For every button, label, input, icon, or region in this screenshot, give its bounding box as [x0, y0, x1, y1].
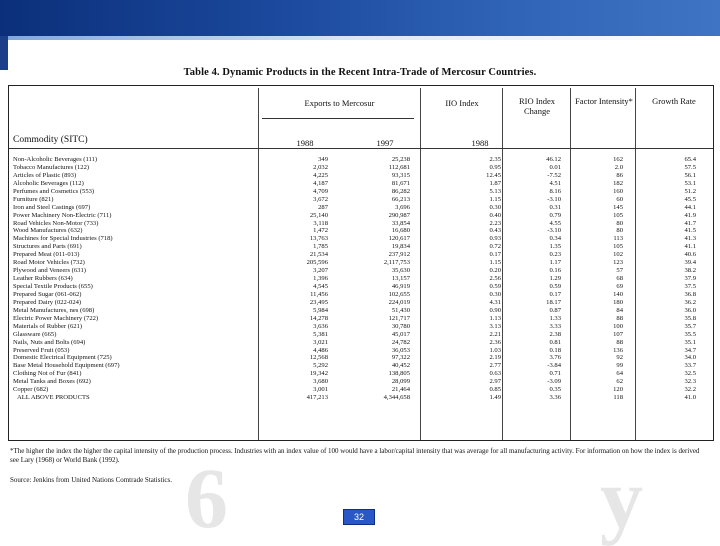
rio-change-cell: 46.12 [546, 156, 561, 163]
table-row [13, 315, 713, 323]
factor-intensity-cell: 160 [613, 187, 623, 195]
exports-1988-cell: 3,118 [313, 219, 328, 227]
iio-index-cell: 2.56 [489, 275, 501, 283]
exports-1997-cell: 21,464 [391, 386, 410, 394]
growth-rate-cell: 37.9 [684, 275, 696, 283]
growth-rate-cell: 40.6 [684, 251, 696, 259]
exports-1988-cell: 349 [318, 156, 328, 163]
table-row [13, 267, 713, 275]
exports-1997-cell: 224,019 [388, 298, 410, 306]
factor-intensity-cell: 99 [616, 362, 623, 370]
source-note: Source: Jenkins from United Nations Comtrade Statistics. [10, 476, 172, 484]
factor-intensity-cell: 136 [613, 346, 623, 354]
growth-rate-cell: 37.5 [684, 283, 696, 290]
rio-change-cell: 0.31 [549, 203, 561, 211]
commodity-cell: Prepared Dairy (022-024) [13, 298, 82, 306]
table-row [13, 339, 713, 347]
table-row [13, 235, 713, 243]
commodity-cell: Power Machinery Non-Electric (711) [13, 211, 112, 219]
footnote: *The higher the index the higher the capital intensity of the production process. Industries with an index value of 100 would have a labor/capital intensity that was average for all manufacturing activity. For information on how the index is derived see Lary (1968) or World Bank (1992). [10, 447, 700, 464]
factor-intensity-cell: 68 [616, 275, 623, 283]
commodity-cell: Tobacco Manufactures (122) [13, 163, 90, 171]
iio-index-cell: 0.90 [489, 306, 501, 314]
growth-rate-cell: 36.0 [684, 306, 696, 314]
table-row [13, 370, 713, 378]
rio-change-cell: 3.36 [549, 394, 561, 402]
factor-intensity-cell: 123 [613, 259, 623, 267]
iio-index-cell: 1.13 [489, 314, 501, 322]
rio-change-cell: 0.34 [549, 235, 561, 243]
exports-1988-cell: 3,672 [313, 195, 328, 203]
exports-1988-cell: 3,636 [313, 322, 328, 330]
table-row [13, 299, 713, 307]
growth-rate-cell: 33.7 [684, 362, 696, 370]
iio-index-cell: 0.40 [489, 211, 501, 219]
iio-index-cell: 0.72 [489, 243, 501, 251]
exports-1997-cell: 97,322 [391, 354, 410, 362]
exports-1988-cell: 3,680 [313, 378, 328, 386]
rio-change-cell: -7.52 [547, 171, 561, 179]
exports-1988-cell: 21,534 [309, 251, 328, 259]
table-body [13, 156, 713, 402]
growth-rate-cell: 34.0 [684, 354, 696, 362]
growth-rate-cell: 57.5 [684, 163, 696, 171]
table-row [13, 291, 713, 299]
exports-1997-cell: 24,782 [391, 338, 410, 346]
commodity-cell: Structures and Parts (691) [13, 243, 82, 251]
table-row [13, 172, 713, 180]
exports-1997-cell: 30,780 [391, 322, 410, 330]
iio-index-cell: 0.93 [489, 235, 501, 243]
factor-intensity-cell: 80 [616, 227, 623, 235]
table-row [13, 362, 713, 370]
header-year-1997: 1997 [376, 138, 394, 148]
growth-rate-cell: 32.3 [684, 378, 696, 386]
exports-1997-cell: 16,680 [391, 227, 410, 235]
growth-rate-cell: 34.7 [684, 346, 696, 354]
exports-1988-cell: 12,568 [309, 354, 328, 362]
exports-1988-cell: 4,486 [313, 346, 328, 354]
factor-intensity-cell: 62 [616, 378, 623, 386]
growth-rate-cell: 41.5 [684, 227, 696, 235]
growth-rate-cell: 41.0 [684, 394, 696, 402]
exports-1988-cell: 1,396 [313, 275, 328, 283]
factor-intensity-cell: 182 [613, 179, 623, 187]
exports-1997-cell: 290,987 [388, 211, 410, 219]
rio-change-cell: 3.76 [549, 354, 561, 362]
table-row [13, 331, 713, 339]
exports-1988-cell: 4,187 [313, 179, 328, 187]
exports-1988-cell: 5,381 [313, 330, 328, 338]
rio-change-cell: 0.17 [549, 290, 561, 298]
iio-index-cell: 1.15 [489, 195, 501, 203]
table-row [13, 386, 713, 394]
commodity-cell: Articles of Plastic (893) [13, 171, 77, 179]
table-row [13, 204, 713, 212]
growth-rate-cell: 35.8 [684, 314, 696, 322]
growth-rate-cell: 32.2 [684, 386, 696, 394]
exports-1997-cell: 138,805 [388, 370, 410, 378]
exports-1997-cell: 86,282 [391, 187, 410, 195]
exports-1988-cell: 14,278 [309, 314, 328, 322]
exports-1997-cell: 36,053 [391, 346, 410, 354]
rio-change-cell: 2.38 [549, 330, 561, 338]
commodity-cell: Non-Alcoholic Beverages (111) [13, 156, 98, 163]
commodity-cell: Prepared Meat (011-013) [13, 251, 80, 259]
table-row [13, 227, 713, 235]
factor-intensity-cell: 140 [613, 290, 623, 298]
rio-change-cell: 1.17 [549, 259, 561, 267]
header-rio-index-change: RIO Index Change [518, 96, 556, 116]
growth-rate-cell: 39.4 [684, 259, 696, 267]
header-iio-index: IIO Index [445, 98, 479, 108]
commodity-cell: Wood Manufactures (632) [13, 227, 83, 235]
factor-intensity-cell: 162 [613, 156, 623, 163]
factor-intensity-cell: 105 [613, 211, 623, 219]
factor-intensity-cell: 88 [616, 338, 623, 346]
rio-change-cell: -3.10 [547, 227, 561, 235]
commodity-cell: Clothing Not of Fur (841) [13, 370, 82, 378]
factor-intensity-cell: 118 [613, 394, 623, 402]
factor-intensity-cell: 86 [616, 171, 623, 179]
exports-1997-cell: 51,430 [391, 306, 410, 314]
table-title: Table 4. Dynamic Products in the Recent Intra-Trade of Mercosur Countries. [183, 67, 537, 78]
table-row [13, 156, 713, 164]
rio-change-cell: -3.09 [547, 378, 561, 386]
slide-left-accent [0, 36, 8, 70]
iio-index-cell: 2.97 [489, 378, 501, 386]
exports-1997-cell: 93,315 [391, 171, 410, 179]
watermark-glyph: y [600, 450, 643, 546]
rio-change-cell: -3.84 [547, 362, 561, 370]
exports-1997-cell: 25,238 [391, 156, 410, 163]
exports-1997-cell: 40,452 [391, 362, 410, 370]
exports-1988-cell: 1,472 [313, 227, 328, 235]
commodity-cell: Road Vehicles Non-Motor (733) [13, 219, 99, 227]
factor-intensity-cell: 180 [613, 298, 623, 306]
table-row [13, 394, 713, 402]
factor-intensity-cell: 88 [616, 314, 623, 322]
table-row [13, 164, 713, 172]
factor-intensity-cell: 145 [613, 203, 623, 211]
commodity-cell: Copper (682) [13, 386, 49, 394]
table-row [13, 275, 713, 283]
commodity-cell: ALL ABOVE PRODUCTS [17, 394, 90, 402]
growth-rate-cell: 44.1 [684, 203, 696, 211]
growth-rate-cell: 41.3 [684, 235, 696, 243]
rio-change-cell: 1.29 [549, 275, 561, 283]
iio-index-cell: 1.49 [489, 394, 501, 402]
exports-1997-cell: 13,157 [391, 275, 410, 283]
commodity-cell: Iron and Steel Castings (697) [13, 203, 91, 211]
growth-rate-cell: 41.9 [684, 211, 696, 219]
iio-index-cell: 1.15 [489, 259, 501, 267]
iio-index-cell: 0.43 [489, 227, 501, 235]
exports-1997-cell: 81,671 [391, 179, 410, 187]
table-row [13, 323, 713, 331]
commodity-cell: Preserved Fruit (053) [13, 346, 70, 354]
factor-intensity-cell: 105 [613, 243, 623, 251]
table-row [13, 251, 713, 259]
exports-1997-cell: 112,681 [388, 163, 410, 171]
commodity-cell: Furniture (821) [13, 195, 54, 203]
exports-1988-cell: 3,021 [313, 338, 328, 346]
iio-index-cell: 2.23 [489, 219, 501, 227]
iio-index-cell: 0.30 [489, 203, 501, 211]
commodity-cell: Plywood and Veneers (631) [13, 267, 86, 275]
commodity-cell: Road Motor Vehicles (732) [13, 259, 85, 267]
exports-1997-cell: 66,213 [391, 195, 410, 203]
rio-change-cell: 0.01 [549, 163, 561, 171]
growth-rate-cell: 56.1 [684, 171, 696, 179]
iio-index-cell: 2.36 [489, 338, 501, 346]
rio-change-cell: 0.18 [549, 346, 561, 354]
iio-index-cell: 3.13 [489, 322, 501, 330]
iio-index-cell: 0.95 [489, 163, 501, 171]
rio-change-cell: -3.10 [547, 195, 561, 203]
exports-1988-cell: 23,495 [309, 298, 328, 306]
iio-index-cell: 1.03 [489, 346, 501, 354]
growth-rate-cell: 36.2 [684, 298, 696, 306]
factor-intensity-cell: 102 [613, 251, 623, 259]
rio-change-cell: 4.55 [549, 219, 561, 227]
iio-index-cell: 4.31 [489, 298, 501, 306]
exports-1988-cell: 25,140 [309, 211, 328, 219]
exports-1997-cell: 28,099 [391, 378, 410, 386]
rio-change-cell: 8.16 [549, 187, 561, 195]
exports-1997-cell: 237,912 [388, 251, 410, 259]
commodity-cell: Prepared Sugar (061-062) [13, 290, 82, 298]
growth-rate-cell: 51.2 [684, 187, 696, 195]
slide-header-bar [0, 0, 720, 36]
rio-change-cell: 0.23 [549, 251, 561, 259]
rio-change-cell: 4.51 [549, 179, 561, 187]
exports-1988-cell: 19,342 [309, 370, 328, 378]
factor-intensity-cell: 84 [616, 306, 623, 314]
iio-index-cell: 2.19 [489, 354, 501, 362]
exports-1988-cell: 5,292 [313, 362, 328, 370]
table-row [13, 347, 713, 355]
growth-rate-cell: 65.4 [684, 156, 696, 163]
commodity-cell: Nails, Nuts and Bolts (694) [13, 338, 86, 346]
exports-1988-cell: 287 [318, 203, 328, 211]
iio-index-cell: 2.35 [489, 156, 501, 163]
growth-rate-cell: 45.5 [684, 195, 696, 203]
page-number-badge: 32 [343, 509, 375, 525]
exports-1988-cell: 205,596 [306, 259, 328, 267]
rio-change-cell: 1.33 [549, 314, 561, 322]
iio-index-cell: 0.59 [489, 283, 501, 290]
factor-intensity-cell: 92 [616, 354, 623, 362]
exports-1988-cell: 4,545 [313, 283, 328, 290]
table-row [13, 180, 713, 188]
exports-1988-cell: 417,213 [306, 394, 328, 402]
header-exports: Exports to Mercosur [304, 98, 375, 108]
growth-rate-cell: 53.1 [684, 179, 696, 187]
iio-index-cell: 0.30 [489, 290, 501, 298]
header-year-1988-iio: 1988 [471, 138, 489, 148]
table-row [13, 259, 713, 267]
exports-1997-cell: 35,630 [391, 267, 410, 275]
table-row [13, 220, 713, 228]
slide-header-shine [0, 36, 720, 40]
commodity-cell: Machines for Special Industries (718) [13, 235, 113, 243]
header-year-1988: 1988 [296, 138, 314, 148]
commodity-cell: Base Metal Household Equipment (697) [13, 362, 120, 370]
growth-rate-cell: 35.5 [684, 330, 696, 338]
rio-change-cell: 0.81 [549, 338, 561, 346]
growth-rate-cell: 35.7 [684, 322, 696, 330]
iio-index-cell: 5.13 [489, 187, 501, 195]
header-growth-rate: Growth Rate [652, 96, 696, 106]
exports-1988-cell: 11,456 [310, 290, 328, 298]
table-row [13, 188, 713, 196]
exports-1988-cell: 4,709 [313, 187, 328, 195]
factor-intensity-cell: 2.0 [614, 163, 623, 171]
commodity-cell: Special Textile Products (655) [13, 283, 93, 290]
factor-intensity-cell: 113 [613, 235, 623, 243]
table-row [13, 243, 713, 251]
exports-1997-cell: 33,854 [391, 219, 410, 227]
rio-change-cell: 0.35 [549, 386, 561, 394]
header-rule [9, 148, 713, 149]
factor-intensity-cell: 100 [613, 322, 623, 330]
exports-1988-cell: 5,984 [313, 306, 328, 314]
iio-index-cell: 0.17 [489, 251, 501, 259]
growth-rate-cell: 41.7 [684, 219, 696, 227]
exports-1997-cell: 46,919 [391, 283, 410, 290]
rio-change-cell: 0.59 [549, 283, 561, 290]
table-row [13, 283, 713, 291]
exports-1988-cell: 4,225 [313, 171, 328, 179]
watermark-glyph: 6 [185, 450, 228, 546]
iio-index-cell: 0.85 [489, 386, 501, 394]
commodity-cell: Materials of Rubber (621) [13, 322, 83, 330]
iio-index-cell: 2.21 [489, 330, 501, 338]
exports-1988-cell: 2,032 [313, 163, 328, 171]
table-row [13, 307, 713, 315]
table-row [13, 196, 713, 204]
rio-change-cell: 1.35 [549, 243, 561, 251]
growth-rate-cell: 36.8 [684, 290, 696, 298]
iio-index-cell: 2.77 [489, 362, 501, 370]
exports-1997-cell: 120,617 [388, 235, 410, 243]
commodity-cell: Domestic Electrical Equipment (725) [13, 354, 112, 362]
rio-change-cell: 0.87 [549, 306, 561, 314]
exports-1997-cell: 121,717 [388, 314, 410, 322]
growth-rate-cell: 38.2 [684, 267, 696, 275]
growth-rate-cell: 32.5 [684, 370, 696, 378]
factor-intensity-cell: 64 [616, 370, 623, 378]
iio-index-cell: 0.63 [489, 370, 501, 378]
rio-change-cell: 0.71 [549, 370, 561, 378]
factor-intensity-cell: 57 [616, 267, 623, 275]
exports-1997-cell: 2,117,753 [383, 259, 410, 267]
table-row [13, 354, 713, 362]
rio-change-cell: 18.17 [546, 298, 561, 306]
header-commodity: Commodity (SITC) [13, 135, 88, 145]
table-row [13, 378, 713, 386]
factor-intensity-cell: 120 [613, 386, 623, 394]
iio-index-cell: 1.87 [489, 179, 501, 187]
exports-1997-cell: 3,696 [395, 203, 410, 211]
growth-rate-cell: 35.1 [684, 338, 696, 346]
rio-change-cell: 0.79 [549, 211, 561, 219]
table-row [13, 212, 713, 220]
rio-change-cell: 3.33 [549, 322, 561, 330]
factor-intensity-cell: 60 [616, 195, 623, 203]
commodity-cell: Metal Tanks and Boxes (692) [13, 378, 91, 386]
exports-1988-cell: 3,001 [313, 386, 328, 394]
factor-intensity-cell: 69 [616, 283, 623, 290]
commodity-cell: Perfumes and Cosmetics (553) [13, 187, 95, 195]
exports-1988-cell: 3,207 [313, 267, 328, 275]
factor-intensity-cell: 80 [616, 219, 623, 227]
commodity-cell: Leather Rubbers (634) [13, 275, 73, 283]
factor-intensity-cell: 107 [613, 330, 623, 338]
growth-rate-cell: 41.1 [684, 243, 696, 251]
header-rule [262, 118, 414, 119]
exports-1997-cell: 45,017 [391, 330, 410, 338]
iio-index-cell: 12.45 [486, 171, 501, 179]
commodity-cell: Glassware (665) [13, 330, 57, 338]
iio-index-cell: 0.20 [489, 267, 501, 275]
header-factor-intensity: Factor Intensity* [575, 96, 633, 106]
commodity-cell: Alcoholic Beverages (112) [13, 179, 84, 187]
commodity-cell: Electric Power Machinery (722) [13, 314, 99, 322]
exports-1988-cell: 13,763 [309, 235, 328, 243]
commodity-cell: Metal Manufactures, nes (698) [13, 306, 95, 314]
exports-1997-cell: 102,655 [388, 290, 410, 298]
rio-change-cell: 0.16 [549, 267, 561, 275]
exports-1988-cell: 1,785 [313, 243, 328, 251]
exports-1997-cell: 4,344,658 [383, 394, 410, 402]
exports-1997-cell: 19,834 [391, 243, 410, 251]
